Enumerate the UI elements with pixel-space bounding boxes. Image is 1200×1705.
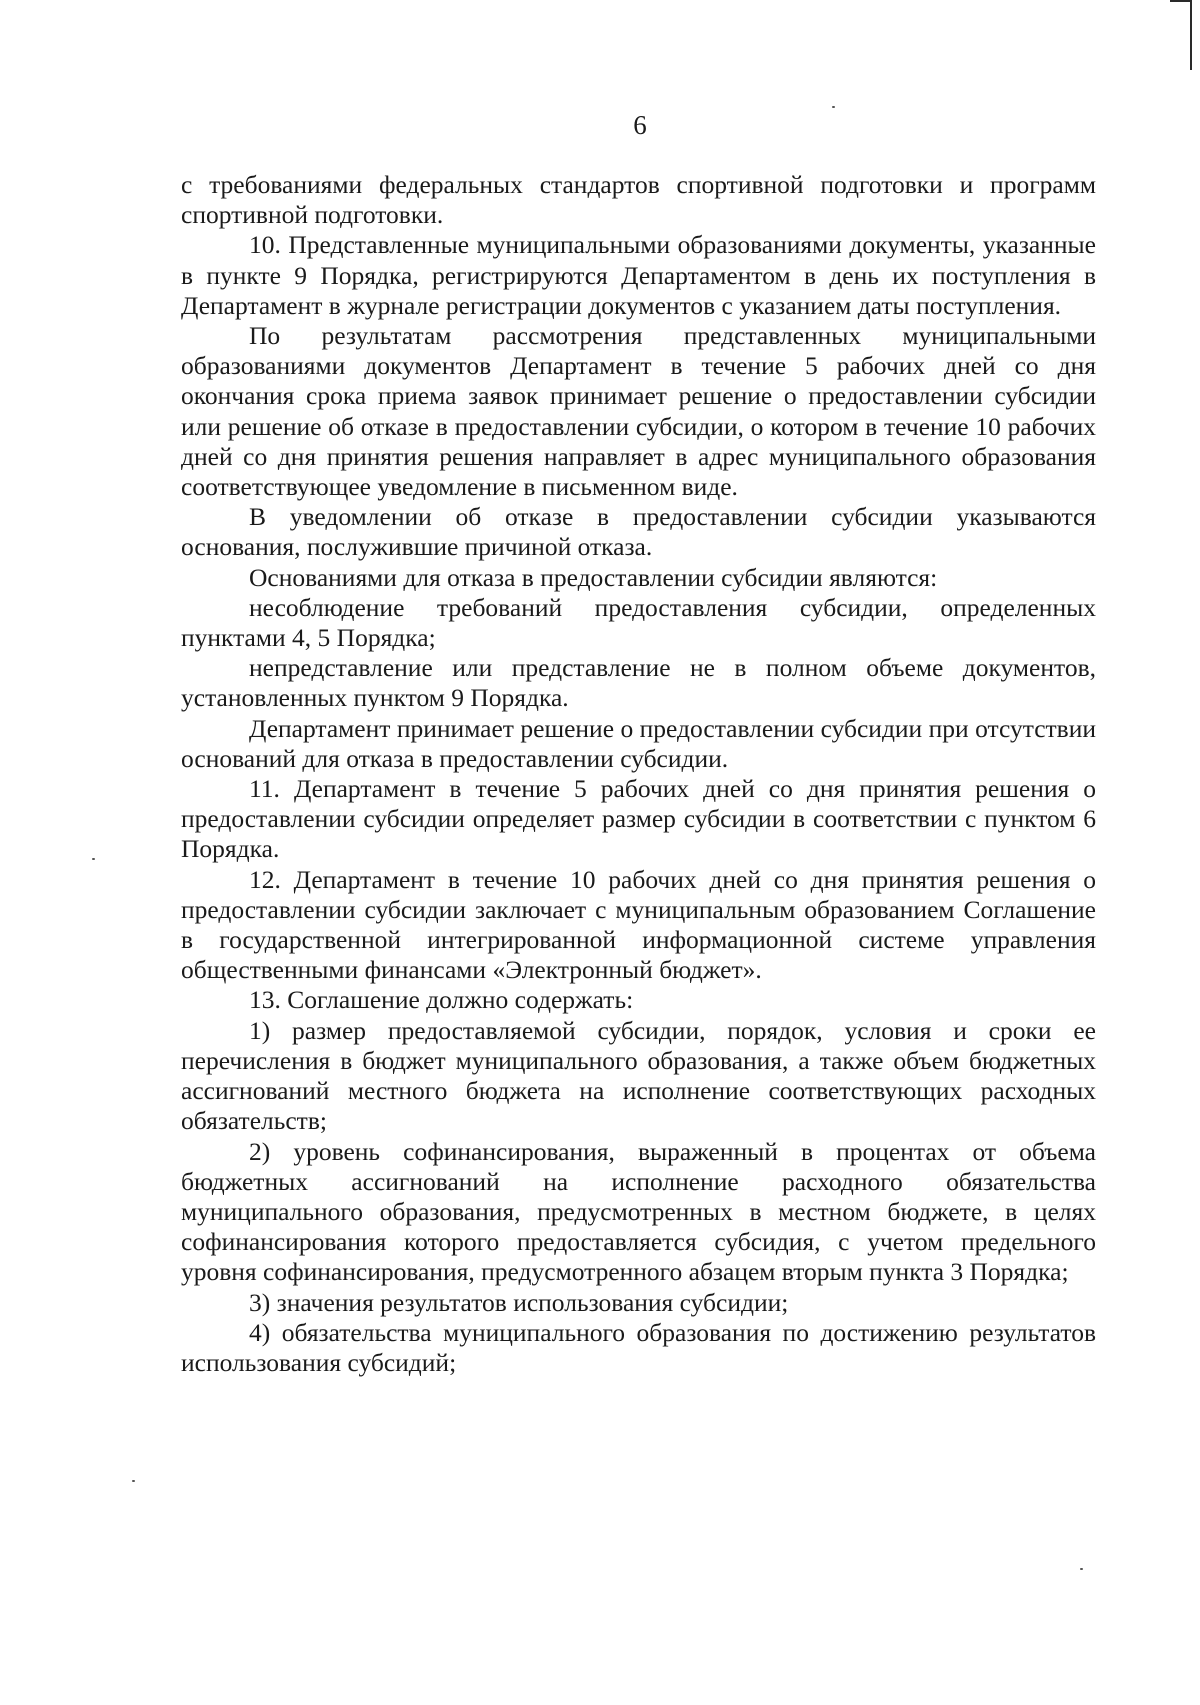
paragraph-item-11: 11. Департамент в течение 5 рабочих дней со дня принятия решения о предоставлении субсидии определяет размер субсидии в соответствии с пунктом 6 Порядка.: [181, 774, 1096, 864]
scan-speck: [132, 1480, 135, 1482]
paragraph-refusal-grounds: Основаниями для отказа в предоставлении субсидии являются:: [249, 562, 938, 592]
paragraph-review-results: По результатам рассмотрения представленных муниципальными образованиями документов Департамент в течение 5 рабочих дней со дня окончания срока приема заявок принимает решение о предоставлении субсидии или решение об отказе в предоставлении субсидии, о котором в течение 10 рабочих дней со дня принятия решения направляет в адрес муниципального образования соответствующее уведомление в письменном виде.: [181, 321, 1096, 502]
scan-speck: [1080, 1568, 1083, 1570]
paragraph-item-10: 10. Представленные муниципальными образованиями документы, указанные в пункте 9 Порядка, регистрируются Департаментом в день их поступления в Департамент в журнале регистрации документов с указанием даты поступления.: [181, 230, 1096, 320]
document-body: [181, 170, 1096, 1378]
scan-border-top: [1170, 0, 1192, 2]
paragraph-item-13: 13. Соглашение должно содержать:: [249, 985, 634, 1015]
scan-speck: [92, 858, 95, 860]
paragraph-subitem-2: 2) уровень софинансирования, выраженный в процентах от объема бюджетных ассигнований на исполнение расходного обязательства муниципального образования, предусмотренных в местном бюджете, в целях софинансирования которого предоставляется субсидия, с учетом предельного уровня софинансирования, предусмотренного абзацем вторым пункта 3 Порядка;: [181, 1136, 1096, 1287]
paragraph-ground-1: несоблюдение требований предоставления субсидии, определенных пунктами 4, 5 Порядка;: [181, 592, 1096, 653]
scan-speck: [832, 106, 835, 108]
paragraph-subitem-4: 4) обязательства муниципального образования по достижению результатов использования субсидий;: [181, 1317, 1096, 1377]
paragraph-decision: Департамент принимает решение о предоставлении субсидии при отсутствии оснований для отказа в предоставлении субсидии.: [181, 713, 1096, 773]
scan-border-right: [1190, 0, 1192, 70]
page-number: 6: [633, 110, 647, 140]
paragraph-ground-2: непредставление или представление не в полном объеме документов, установленных пунктом 9 Порядка.: [181, 653, 1096, 713]
paragraph-refusal-notice: В уведомлении об отказе в предоставлении субсидии указываются основания, послужившие причиной отказа.: [181, 502, 1096, 562]
paragraph-subitem-3: 3) значения результатов использования субсидии;: [249, 1287, 789, 1317]
paragraph-subitem-1: 1) размер предоставляемой субсидии, порядок, условия и сроки ее перечисления в бюджет муниципального образования, а также объем бюджетных ассигнований местного бюджета на исполнение соответствующих расходных обязательств;: [181, 1015, 1096, 1136]
paragraph-continuation: с требованиями федеральных стандартов спортивной подготовки и программ спортивной подготовки.: [181, 170, 1096, 230]
paragraph-item-12: 12. Департамент в течение 10 рабочих дней со дня принятия решения о предоставлении субсидии заключает с муниципальным образованием Соглашение в государственной интегрированной информационной системе управления общественными финансами «Электронный бюджет».: [181, 864, 1096, 985]
